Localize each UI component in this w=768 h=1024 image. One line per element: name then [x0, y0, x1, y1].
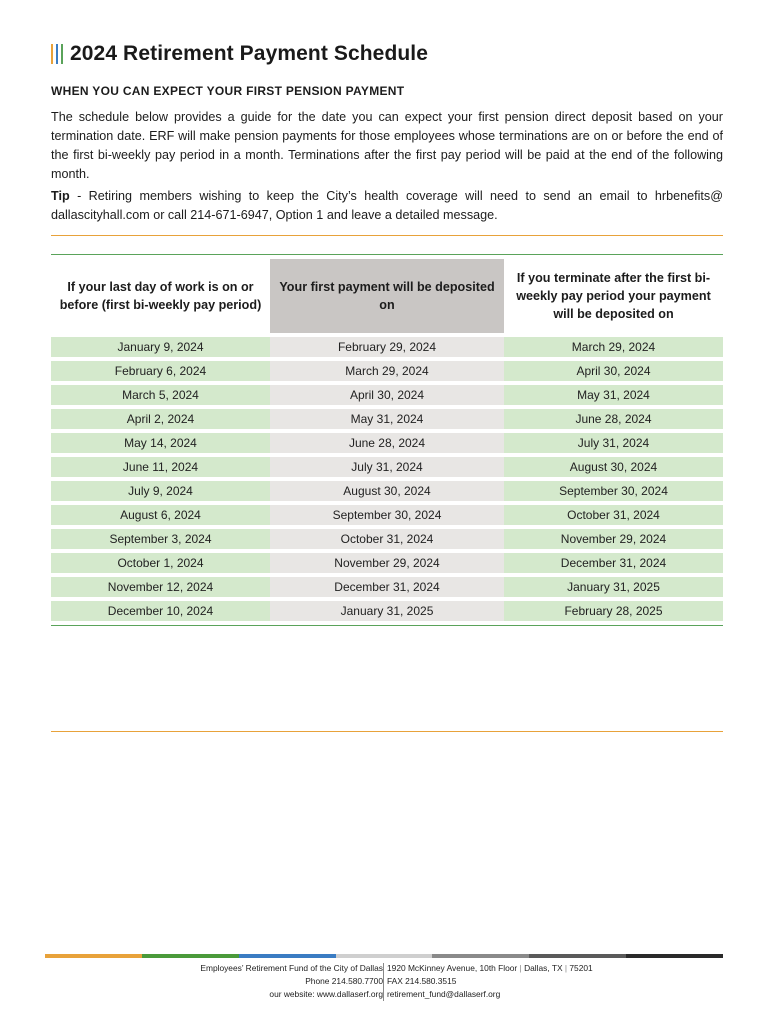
cell-first-payment: February 29, 2024 — [270, 337, 504, 357]
divider-top — [51, 235, 723, 236]
footer-strip-segment — [432, 954, 529, 958]
table-row — [51, 457, 723, 477]
footer-right-column — [387, 962, 593, 1001]
table-row — [51, 553, 723, 573]
cell-after-first-period: August 30, 2024 — [504, 457, 723, 477]
page-title: 2024 Retirement Payment Schedule — [70, 42, 429, 65]
cell-last-day: April 2, 2024 — [51, 409, 270, 429]
footer-website: our website: www.dallaserf.org — [269, 989, 383, 999]
header-last-day: If your last day of work is on or before (first bi-weekly pay period) — [51, 259, 270, 333]
cell-after-first-period: July 31, 2024 — [504, 433, 723, 453]
cell-first-payment: September 30, 2024 — [270, 505, 504, 525]
cell-last-day: July 9, 2024 — [51, 481, 270, 501]
table-row — [51, 481, 723, 501]
cell-first-payment: January 31, 2025 — [270, 601, 504, 621]
title-bar-green — [61, 44, 63, 64]
section-heading: WHEN YOU CAN EXPECT YOUR FIRST PENSION PAYMENT — [51, 84, 405, 98]
title-bar-orange — [51, 44, 53, 64]
cell-first-payment: October 31, 2024 — [270, 529, 504, 549]
footer-strip-segment — [529, 954, 626, 958]
cell-first-payment: November 29, 2024 — [270, 553, 504, 573]
payment-schedule-table — [51, 254, 723, 626]
cell-last-day: December 10, 2024 — [51, 601, 270, 621]
table-row — [51, 433, 723, 453]
cell-last-day: February 6, 2024 — [51, 361, 270, 381]
cell-after-first-period: December 31, 2024 — [504, 553, 723, 573]
cell-last-day: August 6, 2024 — [51, 505, 270, 525]
cell-after-first-period: October 31, 2024 — [504, 505, 723, 525]
header-first-payment: Your first payment will be deposited on — [270, 259, 504, 333]
footer-street: 1920 McKinney Avenue, 10th Floor — [387, 963, 518, 973]
cell-last-day: January 9, 2024 — [51, 337, 270, 357]
cell-after-first-period: April 30, 2024 — [504, 361, 723, 381]
table-row — [51, 505, 723, 525]
cell-first-payment: July 31, 2024 — [270, 457, 504, 477]
table-row — [51, 529, 723, 549]
cell-first-payment: June 28, 2024 — [270, 433, 504, 453]
cell-first-payment: April 30, 2024 — [270, 385, 504, 405]
table-header-row — [51, 259, 723, 333]
footer-city: Dallas, TX — [524, 963, 563, 973]
cell-first-payment: May 31, 2024 — [270, 409, 504, 429]
table-row — [51, 577, 723, 597]
cell-after-first-period: June 28, 2024 — [504, 409, 723, 429]
cell-after-first-period: March 29, 2024 — [504, 337, 723, 357]
cell-first-payment: August 30, 2024 — [270, 481, 504, 501]
footer-strip-segment — [626, 954, 723, 958]
footer-strip-segment — [239, 954, 336, 958]
footer-pipe: | — [519, 963, 522, 973]
footer-fax: FAX 214.580.3515 — [387, 976, 457, 986]
cell-first-payment: March 29, 2024 — [270, 361, 504, 381]
cell-after-first-period: January 31, 2025 — [504, 577, 723, 597]
cell-first-payment: December 31, 2024 — [270, 577, 504, 597]
cell-last-day: October 1, 2024 — [51, 553, 270, 573]
cell-after-first-period: September 30, 2024 — [504, 481, 723, 501]
footer-zip: 75201 — [569, 963, 593, 973]
footer-org: Employees’ Retirement Fund of the City of Dallas — [200, 963, 383, 973]
footer-strip-segment — [45, 954, 142, 958]
footer-strip-segment — [336, 954, 433, 958]
title-bar-blue — [56, 44, 58, 64]
footer-pipe: | — [564, 963, 568, 973]
footer-address — [387, 962, 593, 975]
tip-text: - Retiring members wishing to keep the City’s health coverage will need to send an email to hrbenefits@ dallascityhall.com or call 214-671-6947, Option 1 and leave a detailed message. — [51, 189, 723, 222]
tip-label: Tip — [51, 189, 70, 203]
table-body — [51, 337, 723, 621]
table-row — [51, 361, 723, 381]
cell-last-day: September 3, 2024 — [51, 529, 270, 549]
title-row — [51, 42, 428, 66]
title-bars-icon — [51, 44, 63, 64]
cell-last-day: November 12, 2024 — [51, 577, 270, 597]
table-row — [51, 385, 723, 405]
tip-paragraph — [51, 187, 723, 225]
footer-color-strip — [45, 954, 723, 958]
cell-last-day: June 11, 2024 — [51, 457, 270, 477]
footer-separator — [383, 963, 384, 1001]
footer-left-column — [200, 962, 383, 1001]
cell-after-first-period: November 29, 2024 — [504, 529, 723, 549]
cell-after-first-period: February 28, 2025 — [504, 601, 723, 621]
table-row — [51, 337, 723, 357]
table-row — [51, 409, 723, 429]
intro-paragraph: The schedule below provides a guide for the date you can expect your first pension direct deposit based on your termination date. ERF will make pension payments for those employees whose terminations are on or before the end of the first bi-weekly pay period in a month. Terminations after the first pay period will be paid at the end of the following month. — [51, 110, 723, 181]
cell-after-first-period: May 31, 2024 — [504, 385, 723, 405]
divider-bottom — [51, 731, 723, 732]
footer-phone: Phone 214.580.7700 — [305, 976, 383, 986]
footer-strip-segment — [142, 954, 239, 958]
cell-last-day: May 14, 2024 — [51, 433, 270, 453]
cell-last-day: March 5, 2024 — [51, 385, 270, 405]
header-after-first-period: If you terminate after the first bi-weekly pay period your payment will be deposited on — [504, 259, 723, 333]
table-row — [51, 601, 723, 621]
footer-email: retirement_fund@dallaserf.org — [387, 989, 501, 999]
